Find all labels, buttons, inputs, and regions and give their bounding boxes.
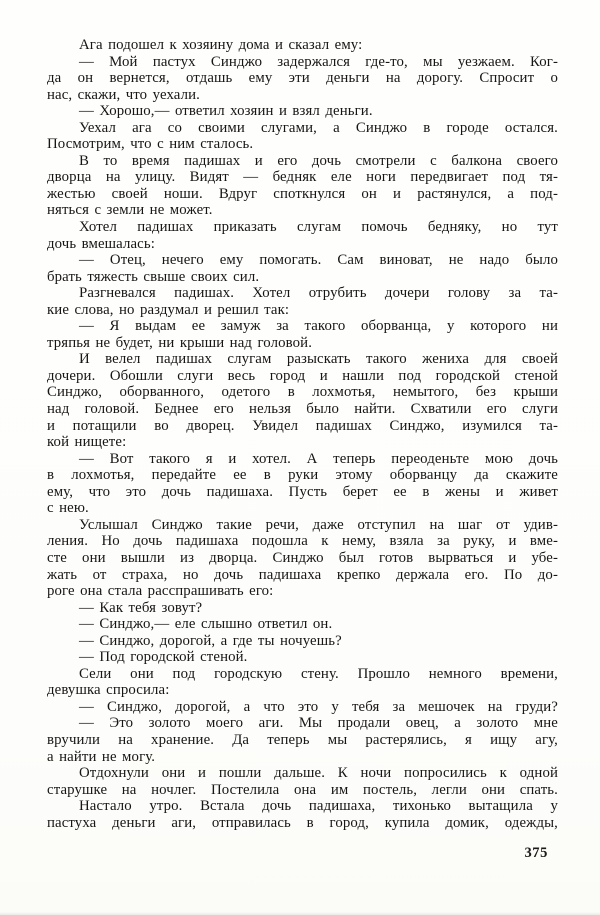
text-line: жать от страха, но дочь падишаха крепко держала его. По до- (47, 566, 558, 583)
text-line: тряпья не будет, ни крыши над головой. (47, 334, 313, 351)
text-line: брать тяжесть свыше своих сил. (47, 268, 260, 285)
text-line: да он вернется, отдашь ему эти деньги на дорогу. Спросит о (47, 70, 558, 87)
text-line: — Отец, нечего ему помогать. Сам виноват, не надо было (79, 252, 558, 269)
text-line: — Под городской стеной. (79, 649, 248, 666)
text-line: — Синджо, дорогой, а что это у тебя за мешочек на груди? (79, 698, 558, 715)
text-line: Уехал ага со своими слугами, а Синджо в городе остался. (79, 119, 558, 136)
text-line: кой нищете: (47, 434, 127, 451)
text-line: Отдохнули они и пошли дальше. К ночи попросились к одной (79, 765, 558, 782)
text-line: Хотел падишах приказать слугам помочь бедняку, но тут (79, 219, 558, 236)
page-number: 375 (524, 845, 548, 861)
text-line: в лохмотья, передайте ее в руки этому оборванцу да скажите (47, 467, 558, 484)
text-line: пастуха деньги аги, отправилась в город, купила домик, одежды, (47, 814, 558, 831)
text-line: Услышал Синджо такие речи, даже отступил на шаг от удив- (79, 516, 558, 533)
text-line: старушке на ночлег. Постелила она им постель, легли они спать. (47, 781, 558, 798)
text-line: с нею. (47, 500, 89, 517)
text-line: и потащили во дворец. Увидел падишах Синджо, изумился та- (47, 417, 558, 434)
text-line: Настало утро. Встала дочь падишаха, тихонько вытащила у (79, 798, 558, 815)
text-line: Сели они под городскую стену. Прошло немного времени, (79, 665, 558, 682)
text-line: — Мой пастух Синджо задержался где-то, мы уезжаем. Ког- (79, 53, 558, 70)
text-line: сте они вышли из дворца. Синджо был готов вырваться и убе- (47, 549, 558, 566)
text-line: дворца на улицу. Видят — бедняк еле ноги передвигает под тя- (47, 169, 558, 186)
text-line: няться с земли не может. (47, 202, 213, 219)
story-text-block (47, 37, 558, 831)
text-line: — Это золото моего аги. Мы продали овец, а золото мне (79, 715, 558, 732)
text-line: Ага подошел к хозяину дома и сказал ему: (79, 37, 363, 53)
text-line: В то время падишах и его дочь смотрели с балкона своего (79, 152, 558, 169)
text-line: дочь вмешалась: (47, 235, 155, 252)
text-line: нас, скажи, что уехали. (47, 86, 200, 103)
text-line: над головой. Беднее его нельзя было найти. Схватили его слуги (47, 401, 558, 418)
text-line: — Синджо, дорогой, а где ты ночуешь? (79, 632, 342, 649)
text-line: — Как тебя зовут? (79, 599, 203, 616)
text-line: — Хорошо,— ответил хозяин и взял деньги. (79, 103, 373, 120)
text-line: И велел падишах слугам разыскать такого жениха для своей (79, 351, 558, 368)
text-line: ему, что это дочь падишаха. Пусть берет ее в жены и живет (47, 483, 558, 500)
text-line: девушка спросила: (47, 682, 170, 699)
text-line: дочери. Обошли слуги весь город и нашли под городской стеной (47, 367, 558, 384)
text-line: ления. Но дочь падишаха подошла к нему, взяла за руку, и вме- (47, 533, 558, 550)
text-line: жестью своей ноши. Вдруг споткнулся он и растянулся, а под- (47, 185, 558, 202)
text-line: вручили на хранение. Да теперь мы растерялись, я ищу агу, (47, 731, 558, 748)
text-line: Разгневался падишах. Хотел отрубить дочери голову за та- (79, 285, 558, 302)
text-line: Синджо, оборванного, одетого в лохмотья, немытого, без крыши (47, 384, 558, 401)
text-line: а найти не могу. (47, 748, 156, 765)
text-line: роге она стала расспрашивать его: (47, 583, 274, 600)
text-line: Посмотрим, что с ним сталось. (47, 136, 254, 153)
text-line: кие слова, но раздумал и решил так: (47, 301, 290, 318)
text-line: — Синджо,— еле слышно ответил он. (79, 616, 333, 633)
text-line: — Я выдам ее замуж за такого оборванца, у которого ни (79, 318, 558, 335)
text-line: — Вот такого я и хотел. А теперь переоденьте мою дочь (79, 450, 558, 467)
